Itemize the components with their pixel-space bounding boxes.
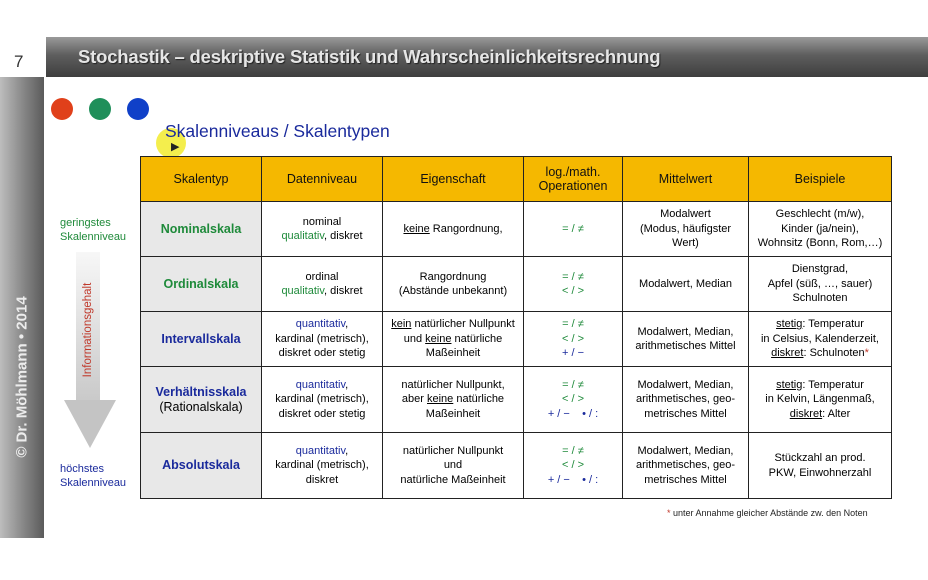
lowest-level-label: [60, 216, 126, 244]
examples: stetig: Temperatur in Kelvin, Längenmaß, diskret: Alter: [749, 367, 892, 433]
examples: stetig: Temperatur in Celsius, Kalenderzeit, diskret: Schulnoten*: [749, 312, 892, 367]
scale-name: Ordinalskala: [141, 257, 262, 312]
heading: Skalenniveaus / Skalentypen: [165, 121, 390, 141]
data-level: quantitativ, kardinal (metrisch), diskret oder stetig: [262, 367, 383, 433]
scale-name: Verhältnisskala (Rationalskala): [141, 367, 262, 433]
property: natürlicher Nullpunkt und natürliche Maßeinheit: [383, 433, 524, 499]
header-eigenschaft: Eigenschaft: [383, 157, 524, 202]
scale-name: Absolutskala: [141, 433, 262, 499]
title-bar: [46, 37, 928, 77]
scale-name: Intervallskala: [141, 312, 262, 367]
scale-name: Nominalskala: [141, 202, 262, 257]
header-operationen: log./math. Operationen: [524, 157, 623, 202]
header-skalentyp: Skalentyp: [141, 157, 262, 202]
examples: Dienstgrad, Apfel (süß, …, sauer) Schulnoten: [749, 257, 892, 312]
table-row: [141, 312, 892, 367]
property: kein natürlicher Nullpunkt und keine natürliche Maßeinheit: [383, 312, 524, 367]
highest-label-line-1: höchstes: [60, 463, 105, 475]
footnote: * unter Annahme gleicher Abstände zw. den Noten: [667, 508, 868, 518]
mouse-cursor-icon: ▶: [171, 141, 180, 153]
property: Rangordnung (Abstände unbekannt): [383, 257, 524, 312]
operations: = / ≠ < / > + / −: [524, 312, 623, 367]
table-row: [141, 257, 892, 312]
slide-title: Stochastik – deskriptive Statistik und Wahrscheinlichkeitsrechnung: [78, 46, 661, 67]
operations: = / ≠ < / > + / − • / :: [524, 367, 623, 433]
red-dot: [51, 98, 73, 120]
green-dot: [89, 98, 111, 120]
header-mittelwert: Mittelwert: [623, 157, 749, 202]
data-level: nominal qualitativ, diskret: [262, 202, 383, 257]
table-row: [141, 202, 892, 257]
mean-value: Modalwert, Median: [623, 257, 749, 312]
table-row: [141, 433, 892, 499]
slide-number: 7: [14, 52, 24, 71]
operations: = / ≠ < / >: [524, 257, 623, 312]
examples: Geschlecht (m/w), Kinder (ja/nein), Wohnsitz (Bonn, Rom,…): [749, 202, 892, 257]
table-header-row: [141, 157, 892, 202]
lowest-label-line-1: geringstes: [60, 217, 111, 229]
property: keine Rangordnung,: [383, 202, 524, 257]
information-label: Informationsgehalt: [82, 282, 94, 378]
table-row: [141, 367, 892, 433]
mean-value: Modalwert, Median, arithmetisches Mittel: [623, 312, 749, 367]
copyright-text: © Dr. Möhlmann • 2014: [13, 296, 31, 458]
header-beispiele: Beispiele: [749, 157, 892, 202]
examples: Stückzahl an prod. PKW, Einwohnerzahl: [749, 433, 892, 499]
highest-level-label: [60, 462, 126, 490]
bottom-bar: [0, 538, 928, 580]
scale-table: [140, 156, 892, 499]
data-level: quantitativ, kardinal (metrisch), diskret: [262, 433, 383, 499]
operations: = / ≠ < / > + / − • / :: [524, 433, 623, 499]
mean-value: Modalwert, Median, arithmetisches, geo- metrisches Mittel: [623, 433, 749, 499]
highest-label-line-2: Skalenniveau: [60, 477, 127, 489]
operations: = / ≠: [524, 202, 623, 257]
mean-value: Modalwert (Modus, häufigster Wert): [623, 202, 749, 257]
mean-value: Modalwert, Median, arithmetisches, geo- metrisches Mittel: [623, 367, 749, 433]
header-datenniveau: Datenniveau: [262, 157, 383, 202]
data-level: ordinal qualitativ, diskret: [262, 257, 383, 312]
property: natürlicher Nullpunkt, aber keine natürliche Maßeinheit: [383, 367, 524, 433]
data-level: quantitativ, kardinal (metrisch), diskret oder stetig: [262, 312, 383, 367]
lowest-label-line-2: Skalenniveau: [60, 231, 127, 243]
left-bar: [0, 77, 44, 538]
blue-dot: [127, 98, 149, 120]
